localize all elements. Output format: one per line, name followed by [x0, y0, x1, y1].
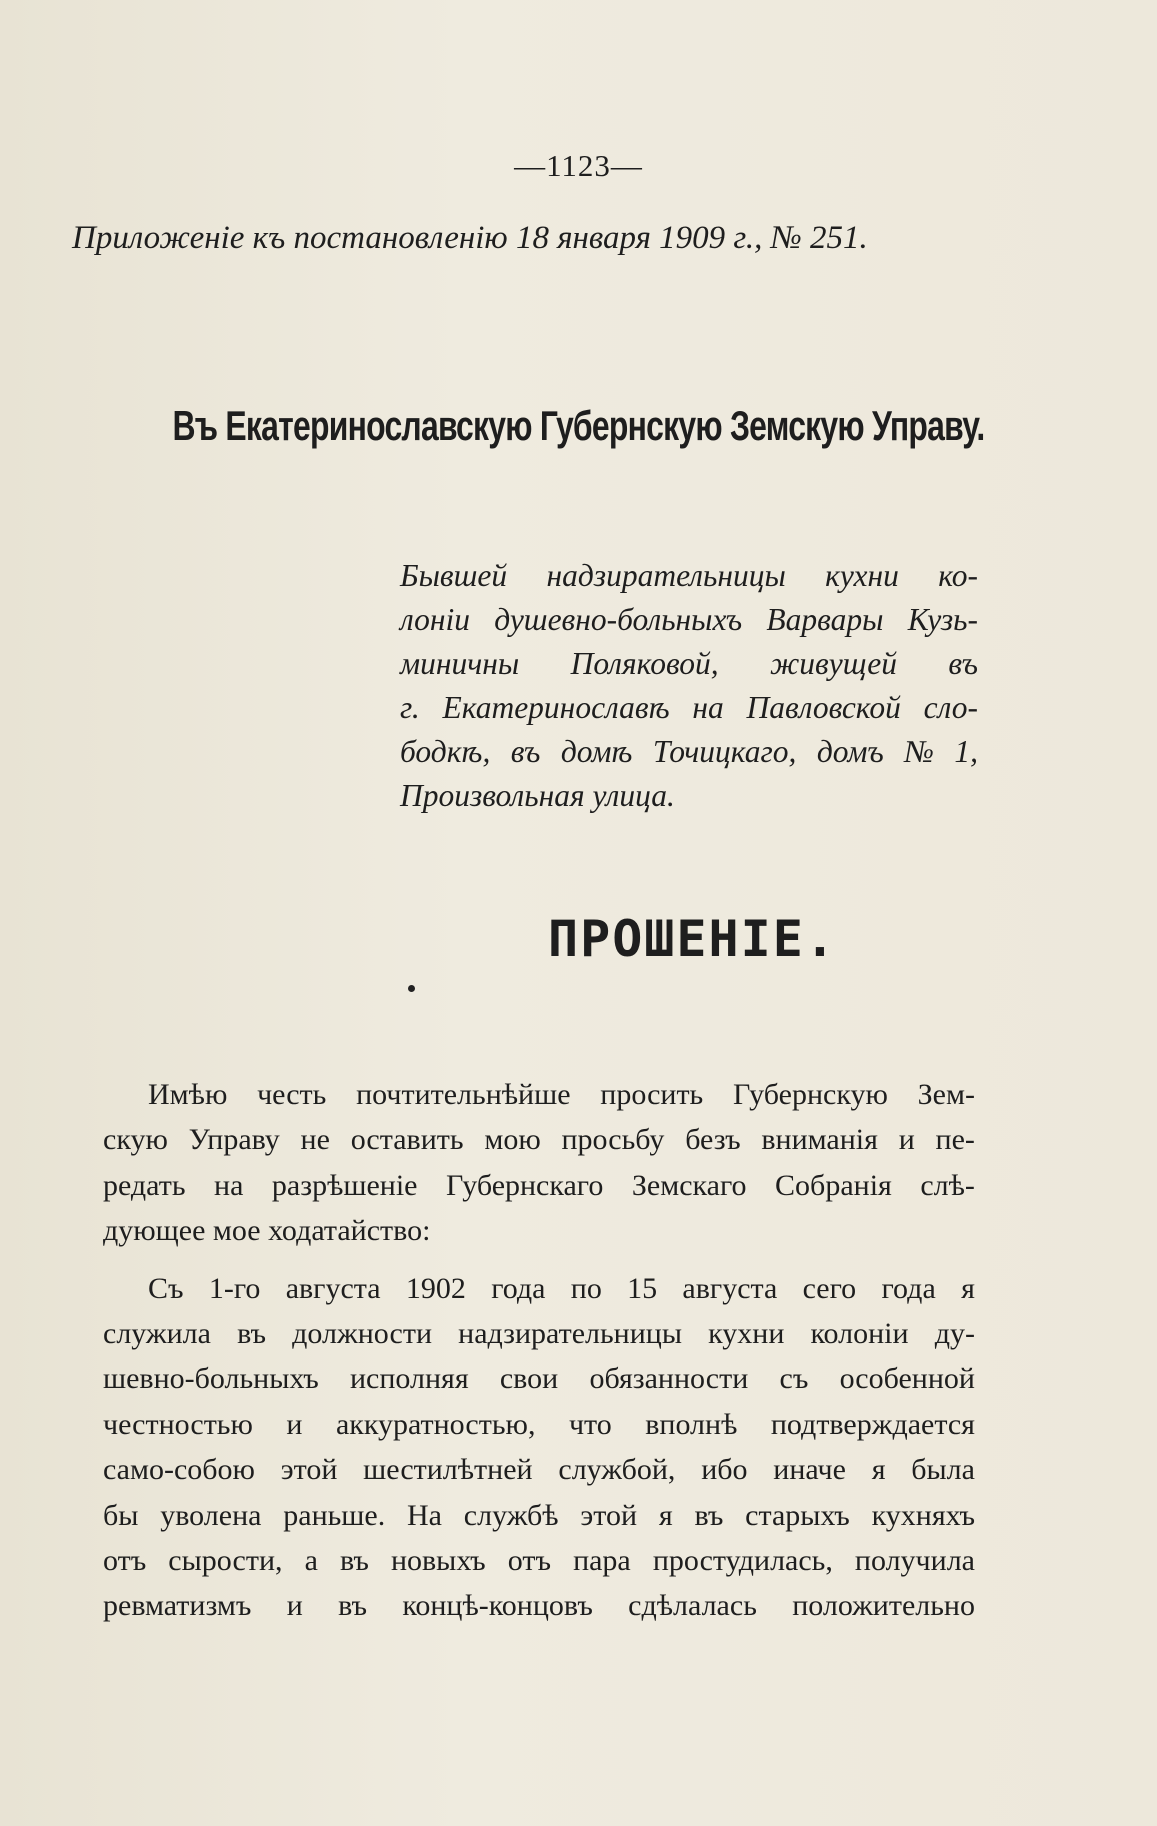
page-number: —1123—	[514, 148, 643, 183]
body-line: ревматизмъ и въ концѣ-концовъ сдѣлалась положительно	[103, 1589, 975, 1623]
sender-line: лоніи душевно-больныхъ Варвары Кузь-	[400, 602, 978, 637]
body-line: отъ сырости, а въ новыхъ отъ пара простудилась, получила	[103, 1544, 975, 1578]
body-line: Имѣю честь почтительнѣйше просить Губернскую Зем-	[148, 1078, 975, 1111]
sender-line: бодкѣ, въ домѣ Точицкаго, домъ № 1,	[400, 734, 978, 769]
sender-line: Бывшей надзирательницы кухни ко-	[400, 558, 978, 593]
body-line: честностью и аккуратностью, что вполнѣ подтверждается	[103, 1407, 975, 1441]
petition-title: ПРОШЕНІЕ.	[548, 910, 837, 968]
appendix-reference: Приложеніе къ постановленію 18 января 1909 г., № 251.	[72, 220, 868, 256]
body-line: дующее мое ходатайство:	[103, 1214, 431, 1248]
body-line: Съ 1-го августа 1902 года по 15 августа сего года я	[148, 1271, 975, 1305]
petition-body	[103, 1072, 975, 1629]
body-line: служила въ должности надзирательницы кухни колоніи ду-	[103, 1317, 975, 1351]
sender-line: миничны Поляковой, живущей въ	[400, 646, 978, 681]
sender-line: Произвольная улица.	[400, 778, 675, 813]
body-line: бы уволена раньше. На службѣ этой я въ старыхъ кухняхъ	[103, 1498, 975, 1532]
body-line: само-собою этой шестилѣтней службой, ибо иначе я была	[103, 1453, 975, 1487]
addressee-heading: Въ Екатеринославскую Губернскую Земскую Управу.	[172, 402, 985, 449]
body-line: шевно-больныхъ исполняя свои обязанности съ особенной	[103, 1362, 975, 1396]
body-line: скую Управу не оставить мою просьбу безъ вниманія и пе-	[103, 1123, 975, 1157]
sender-block	[400, 554, 978, 818]
sender-line: г. Екатеринославѣ на Павловской сло-	[400, 690, 978, 725]
body-line: редать на разрѣшеніе Губернскаго Земскаго Собранія слѣ-	[103, 1168, 975, 1202]
ink-dot	[408, 985, 415, 992]
